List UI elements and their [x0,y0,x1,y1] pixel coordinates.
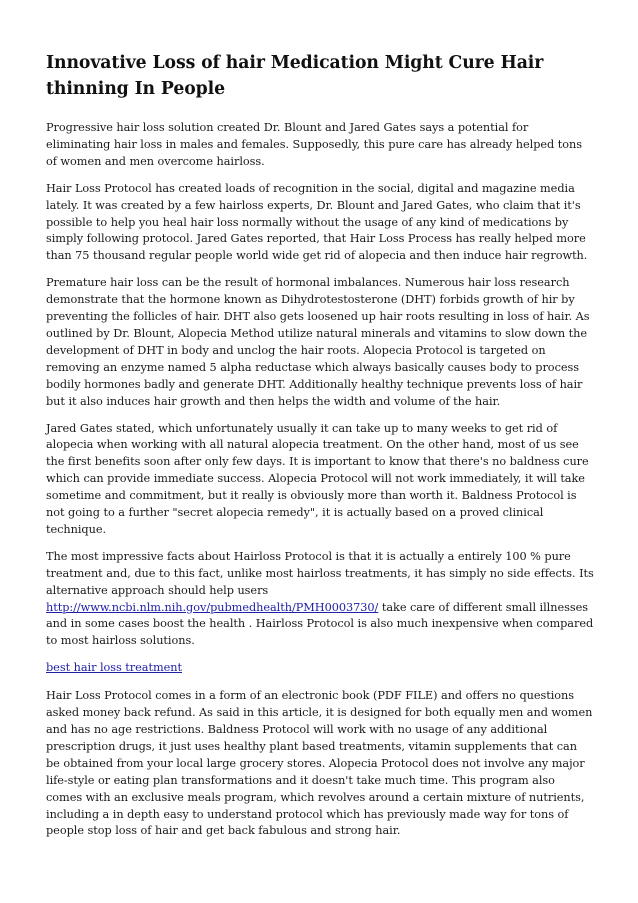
page-title: Innovative Loss of hair Medication Might Cure Hair thinning In People [46,53,544,99]
paragraph-text-after-link: take care of different small illnesses and in some cases boost the health . Hairloss Protocol is also much inexpensive when compared to most hairloss solutions. [46,600,594,648]
paragraph-hormones: Premature hair loss can be the result of hormonal imbalances. Numerous hair loss research demonstrate that the hormone known as Dihydrotestosterone (DHT) forbids growth of hir by preventing the follicles of hair. DHT also gets loosened up hair roots resulting in loss of hair. As outlined by Dr. Blount, Alopecia Method utilize natural minerals and vitamins to slow down the development of DHT in body and unclog the hair roots. Alopecia Protocol is targeted on removing an enzyme named 5 alpha reductase which always basically causes body to process bodily hormones badly and generate DHT. Additionally healthy technique prevents loss of hair but it also induces hair growth and then helps the width and volume of the hair. [46,276,590,408]
paragraph-text-before-link: The most impressive facts about Hairloss Protocol is that it is actually a entirely 100 % pure treatment and, due to this fact, unlike most hairloss treatments, it has simply no side effects. Its alternative approach should help users [46,549,594,597]
best-hair-loss-treatment-link[interactable]: best hair loss treatment [46,661,182,675]
paragraph-intro: Progressive hair loss solution created Dr. Blount and Jared Gates says a potential for eliminating hair loss in males and females. Supposedly, this pure care has already helped tons of women and men overcome hairloss. [46,121,582,168]
ncbi-link[interactable]: http://www.ncbi.nlm.nih.gov/pubmedhealth/PMH0003730/ [46,600,379,614]
paragraph-ebook: Hair Loss Protocol comes in a form of an electronic book (PDF FILE) and offers no questions asked money back refund. As said in this article, it is designed for both equally men and women and has no age restrictions. Baldness Protocol will work with no usage of any additional prescription drugs, it just uses healthy plant based treatments, vitamin supplements that can be obtained from your local large grocery stores. Alopecia Protocol does not involve any major life-style or eating plan transformations and it doesn't take much time. This program also comes with an exclusive meals program, which revolves around a certain mixture of nutrients, including a in depth easy to understand protocol which has previously made way for tons of people stop loss of hair and get back fabulous and strong hair. [46,689,593,838]
document-page [46,50,594,850]
paragraph-pure-treatment [46,549,594,650]
paragraph-recognition: Hair Loss Protocol has created loads of recognition in the social, digital and magazine media lately. It was created by a few hairloss experts, Dr. Blount and Jared Gates, who claim that it's possible to help you heal hair loss normally without the usage of any kind of medications by simply following protocol. Jared Gates reported, that Hair Loss Process has really helped more than 75 thousand regular people world wide get rid of alopecia and then induce hair regrowth. [46,181,588,263]
paragraph-timeline: Jared Gates stated, which unfortunately usually it can take up to many weeks to get rid of alopecia when working with all natural alopecia treatment. On the other hand, most of us see the first benefits soon after only few days. It is important to know that there's no baldness cure which can provide immediate success. Alopecia Protocol will not work immediately, it will take sometime and commitment, but it really is obviously more than worth it. Baldness Protocol is not going to a further "secret alopecia remedy", it is actually based on a proved clinical technique. [46,421,589,536]
link-paragraph [46,660,594,677]
